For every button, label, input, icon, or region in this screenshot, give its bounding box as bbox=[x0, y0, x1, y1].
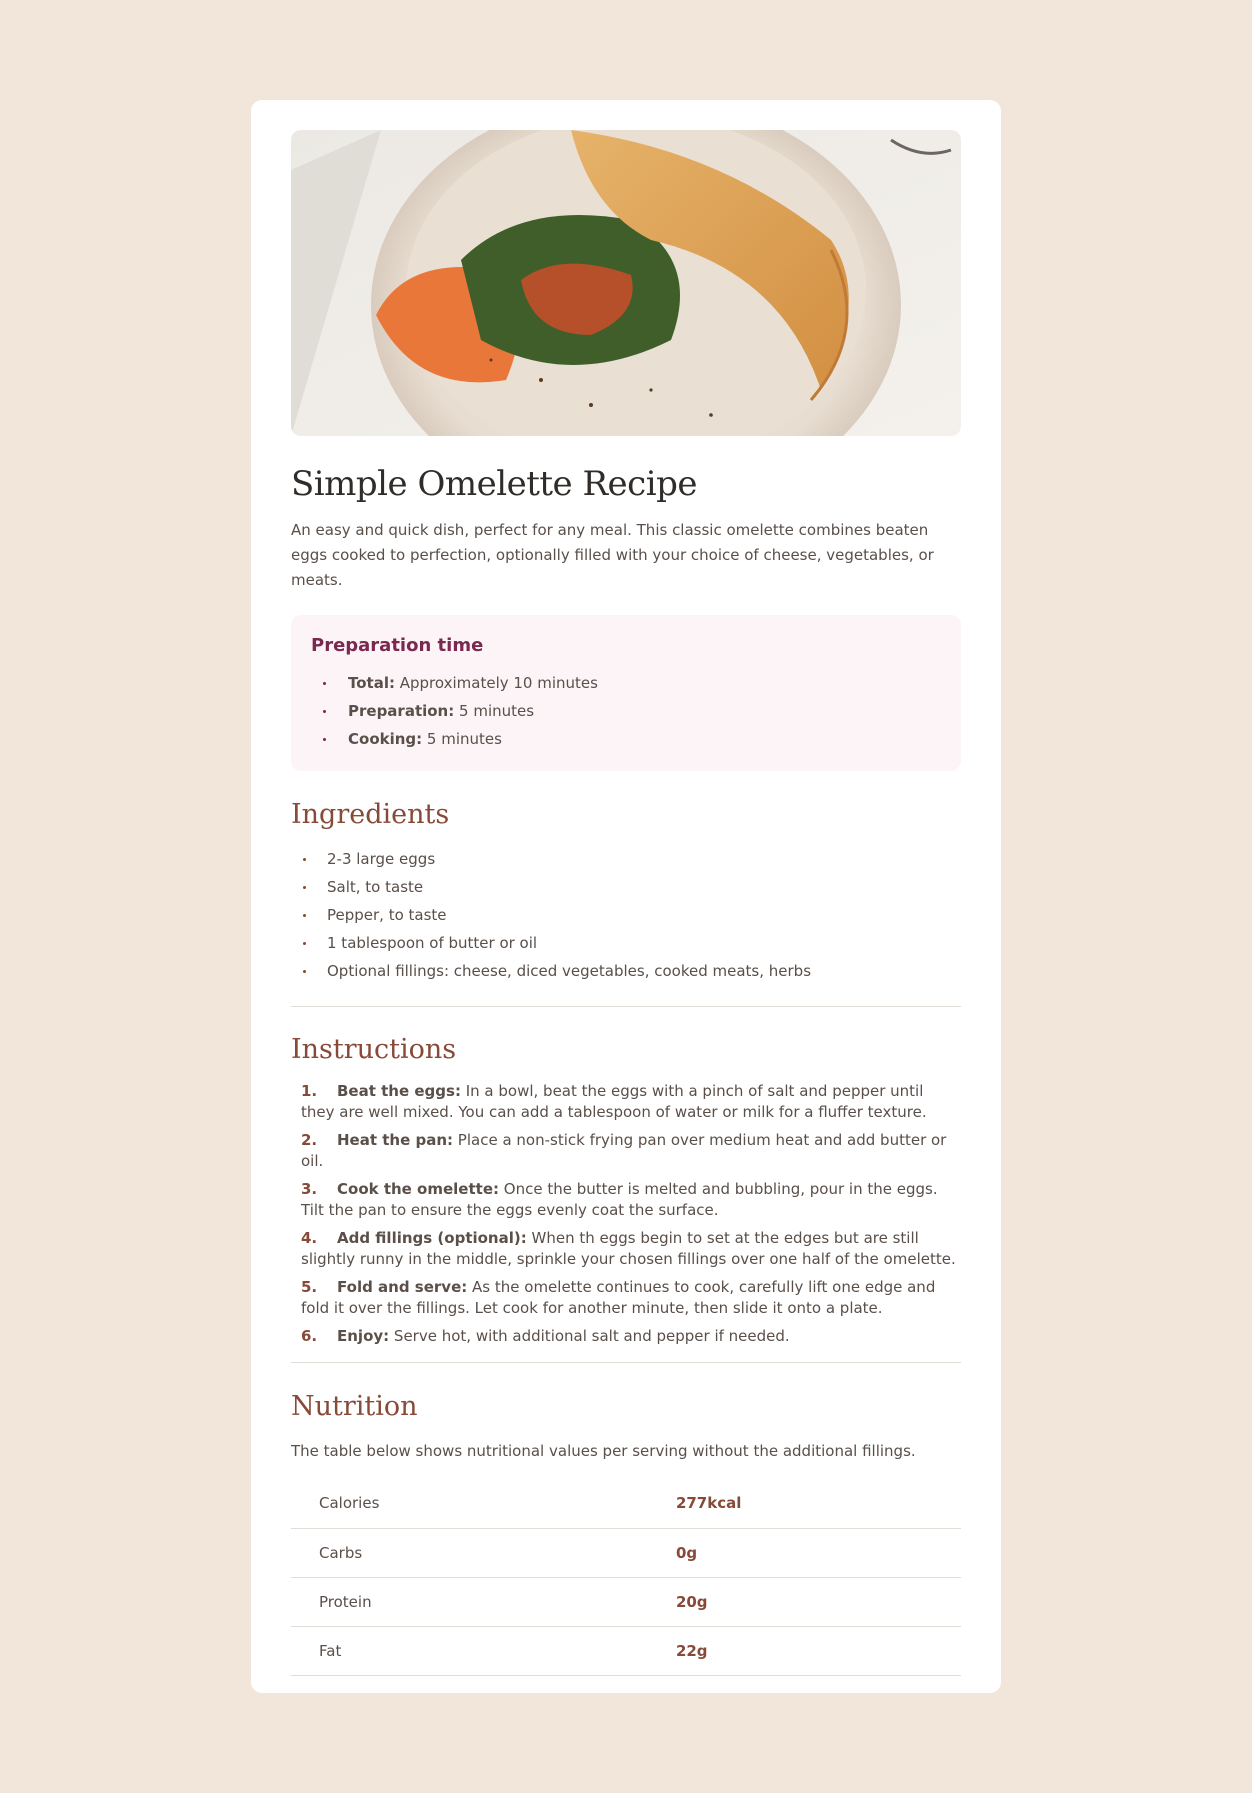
nutrition-heading: Nutrition bbox=[291, 1391, 418, 1422]
nutrient-value: 20g bbox=[676, 1577, 961, 1626]
nutrition-description: The table below shows nutritional values per serving without the additional fillings. bbox=[291, 1442, 916, 1460]
preparation-heading: Preparation time bbox=[311, 635, 484, 656]
preparation-label: Preparation: bbox=[348, 702, 455, 720]
step-text: Once the butter is melted and bubbling, pour in the eggs. Tilt the pan to ensure the eggs evenly coat the surface. bbox=[301, 1180, 938, 1219]
step-text: When th eggs begin to set at the edges but are still slightly runny in the middle, sprinkle your chosen fillings over one half of the omelette. bbox=[301, 1229, 956, 1268]
preparation-label: Total: bbox=[348, 674, 395, 692]
step-text: Place a non-stick frying pan over medium heat and add butter or oil. bbox=[301, 1131, 947, 1170]
instruction-step bbox=[291, 1326, 961, 1347]
preparation-list bbox=[311, 669, 941, 753]
preparation-box bbox=[291, 615, 961, 771]
preparation-value: 5 minutes bbox=[454, 702, 535, 720]
ingredient-item: 1 tablespoon of butter or oil bbox=[291, 929, 961, 957]
step-label: Enjoy: bbox=[337, 1327, 390, 1345]
preparation-item bbox=[311, 725, 941, 753]
step-number: 2. bbox=[301, 1131, 318, 1149]
step-number: 4. bbox=[301, 1229, 318, 1247]
nutrient-value: 277kcal bbox=[676, 1479, 961, 1528]
step-number: 1. bbox=[301, 1082, 318, 1100]
nutrient-name: Carbs bbox=[291, 1528, 676, 1577]
preparation-item bbox=[311, 697, 941, 725]
omelette-image bbox=[291, 130, 961, 436]
instruction-step bbox=[291, 1179, 961, 1221]
step-number: 3. bbox=[301, 1180, 318, 1198]
step-text: In a bowl, beat the eggs with a pinch of salt and pepper until they are well mixed. You can add a tablespoon of water or milk for a fluffer texture. bbox=[301, 1082, 927, 1121]
nutrition-table bbox=[291, 1479, 961, 1676]
step-label: Add fillings (optional): bbox=[337, 1229, 527, 1247]
ingredient-item: Pepper, to taste bbox=[291, 901, 961, 929]
step-text: Serve hot, with additional salt and pepper if needed. bbox=[389, 1327, 790, 1345]
instruction-step bbox=[291, 1277, 961, 1319]
section-divider bbox=[291, 1362, 961, 1363]
instruction-step bbox=[291, 1228, 961, 1270]
preparation-value: 5 minutes bbox=[422, 730, 502, 748]
section-divider bbox=[291, 1006, 961, 1007]
ingredient-item: Salt, to taste bbox=[291, 873, 961, 901]
step-text: As the omelette continues to cook, carefully lift one edge and fold it over the fillings. Let cook for another minute, then slide it onto a plate. bbox=[301, 1278, 936, 1317]
recipe-card bbox=[251, 100, 1001, 1693]
step-number: 6. bbox=[301, 1327, 318, 1345]
step-label: Beat the eggs: bbox=[337, 1082, 461, 1100]
nutrient-name: Protein bbox=[291, 1577, 676, 1626]
table-row bbox=[291, 1528, 961, 1577]
preparation-value: Approximately 10 minutes bbox=[394, 674, 598, 692]
nutrient-name: Calories bbox=[291, 1479, 676, 1528]
ingredient-item: Optional fillings: cheese, diced vegetables, cooked meats, herbs bbox=[291, 957, 961, 985]
instruction-step bbox=[291, 1081, 961, 1123]
ingredients-list bbox=[291, 845, 961, 985]
table-row bbox=[291, 1577, 961, 1626]
instructions-list bbox=[291, 1081, 961, 1347]
nutrient-value: 22g bbox=[676, 1626, 961, 1675]
step-label: Cook the omelette: bbox=[337, 1180, 499, 1198]
nutrient-name: Fat bbox=[291, 1626, 676, 1675]
table-row bbox=[291, 1479, 961, 1528]
recipe-intro: An easy and quick dish, perfect for any meal. This classic omelette combines beaten eggs cooked to perfection, optionally filled with your choice of cheese, vegetables, or meats. bbox=[291, 521, 934, 589]
page-title: Simple Omelette Recipe bbox=[291, 464, 697, 504]
step-label: Fold and serve: bbox=[337, 1278, 468, 1296]
instructions-heading: Instructions bbox=[291, 1034, 457, 1065]
step-number: 5. bbox=[301, 1278, 318, 1296]
preparation-label: Cooking: bbox=[348, 730, 423, 748]
nutrient-value: 0g bbox=[676, 1528, 961, 1577]
instruction-step bbox=[291, 1130, 961, 1172]
ingredients-heading: Ingredients bbox=[291, 799, 450, 830]
step-label: Heat the pan: bbox=[337, 1131, 454, 1149]
table-row bbox=[291, 1626, 961, 1675]
preparation-item bbox=[311, 669, 941, 697]
ingredient-item: 2-3 large eggs bbox=[291, 845, 961, 873]
